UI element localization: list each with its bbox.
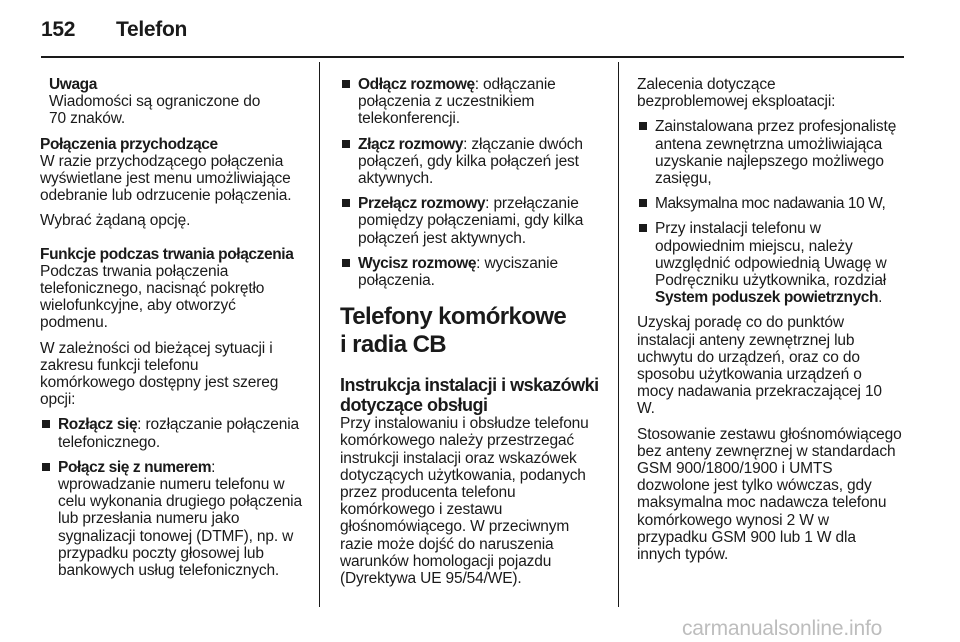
option-text: : wyciszanie połączenia. — [358, 254, 558, 290]
bullet-square-icon — [639, 224, 647, 232]
option-label: Wycisz rozmowę — [358, 254, 477, 272]
list-item — [637, 195, 907, 212]
list-item — [40, 459, 304, 579]
list-item — [340, 195, 596, 247]
list-item — [340, 76, 578, 128]
note-title: Uwaga — [49, 76, 97, 93]
option-label: Przełącz rozmowy — [358, 195, 486, 213]
page-header — [41, 12, 921, 52]
bullet-square-icon — [42, 463, 50, 471]
column-divider-2 — [618, 62, 619, 607]
list-item — [340, 136, 596, 188]
watermark-text: carmanualsonline.info — [682, 617, 883, 640]
page-section-title: Telefon — [116, 18, 188, 41]
recommendations-intro: Zalecenia dotyczące bezproblemowej eksploatacji: — [637, 76, 836, 111]
option-text: : odłączanie połączenia z uczestnikiem telekonferencji. — [358, 76, 556, 128]
column-divider-1 — [319, 62, 320, 607]
option-label: Złącz rozmowy — [358, 135, 464, 153]
column-3 — [637, 76, 903, 571]
column-2 — [340, 76, 604, 595]
install-text: Przy instalowaniu i obsłudze telefonu komórkowego należy przestrzegać instrukcji instalacji oraz wskazówek dotyczących użytkowania, podanych przez producenta telefonu komórkowego i zestawu głośnomówiącego. W przeciwnym razie może dojść do naruszenia warunków homologacji pojazdu (Dyrektywa UE 95/54/WE). — [340, 415, 589, 588]
bullet-square-icon — [42, 420, 50, 428]
incoming-calls-section — [40, 136, 304, 205]
page-number: 152 — [41, 18, 76, 41]
bullet-square-icon — [639, 199, 647, 207]
recommendation-text: Zainstalowana przez profesjonalistę antena zewnętrzna umożliwiająca uzyskanie najlepszego możliwego zasięgu, — [655, 118, 897, 188]
list-item — [340, 255, 580, 289]
list-item — [637, 220, 903, 306]
option-label: Odłącz rozmowę — [358, 76, 475, 93]
note-box — [40, 76, 304, 128]
recommendation-text: Maksymalna moc nadawania 10 W, — [655, 195, 886, 213]
option-text: : rozłączanie połączenia telefonicznego. — [58, 416, 300, 451]
list-item — [637, 118, 899, 187]
option-label: Rozłącz się — [58, 416, 138, 434]
bullet-square-icon — [639, 122, 647, 130]
note-text: Wiadomości są ograniczone do 70 znaków. — [49, 93, 261, 128]
column-1 — [40, 76, 304, 587]
bullet-square-icon — [342, 259, 350, 267]
recommendation-tail: . — [878, 289, 883, 307]
airbag-chapter-link: System poduszek powietrznych — [655, 289, 879, 307]
during-call-section — [40, 246, 304, 332]
choose-option-text: Wybrać żądaną opcję. — [40, 212, 191, 230]
incoming-calls-title: Połączenia przychodzące — [40, 135, 218, 153]
during-call-text: Podczas trwania połączenia telefonicznego, nacisnąć pokrętło wielofunkcyjne, aby otworzyć podmenu. — [40, 262, 265, 332]
recommendation-text: Przy instalacji telefonu w odpowiednim miejscu, należy uwzględnić odpowiednią Uwagę w Podręczniku użytkownika, rozdział — [655, 220, 887, 290]
option-text: : złączanie dwóch połączeń, gdy kilka połączeń jest aktywnych. — [358, 135, 583, 188]
option-text: : wprowadzanie numeru telefonu w celu wykonania drugiego połączenia lub przesłania numeru jako sygnalizacji tonowej (DTMF), np. w przypadku poczty głosowej lub bankowych usług telefonicznych. — [58, 458, 302, 580]
section-title: Telefony komórkowe i radia CB — [340, 303, 567, 359]
bullet-square-icon — [342, 199, 350, 207]
subsection-title: Instrukcja instalacji i wskazówki dotyczące obsługi — [340, 375, 599, 416]
option-label: Połącz się z numerem — [58, 458, 212, 476]
incoming-calls-text: W razie przychodzącego połączenia wyświetlane jest menu umożliwiające odebranie lub odrzucenie połączenia. — [40, 152, 292, 205]
during-call-title: Funkcje podczas trwania połączenia — [40, 245, 294, 263]
bullet-square-icon — [342, 140, 350, 148]
option-text: : przełączanie pomiędzy połączeniami, gdy kilka połączeń jest aktywnych. — [358, 195, 584, 247]
advice-text: Uzyskaj poradę co do punktów instalacji anteny zewnętrznej lub uchwytu do urządzeń, oraz co do sposobu użytkowania urządzeń o mocy nadawania przekraczającej 10 W. — [637, 314, 882, 418]
depending-text: W zależności od bieżącej sytuacji i zakresu funkcji telefonu komórkowego dostępny jest szereg opcji: — [40, 339, 279, 409]
bullet-square-icon — [342, 80, 350, 88]
header-divider — [41, 56, 904, 58]
list-item — [40, 416, 304, 450]
handsfree-text: Stosowanie zestawu głośnomówiącego bez anteny zewnęrznej w standardach GSM 900/1800/1900 i UMTS dozwolone jest tylko wówczas, gdy maksymalna moc nadawcza telefonu komórkowego wynosi 2 W w przypadku GSM 900 lub 1 W dla innych typów. — [637, 425, 902, 564]
